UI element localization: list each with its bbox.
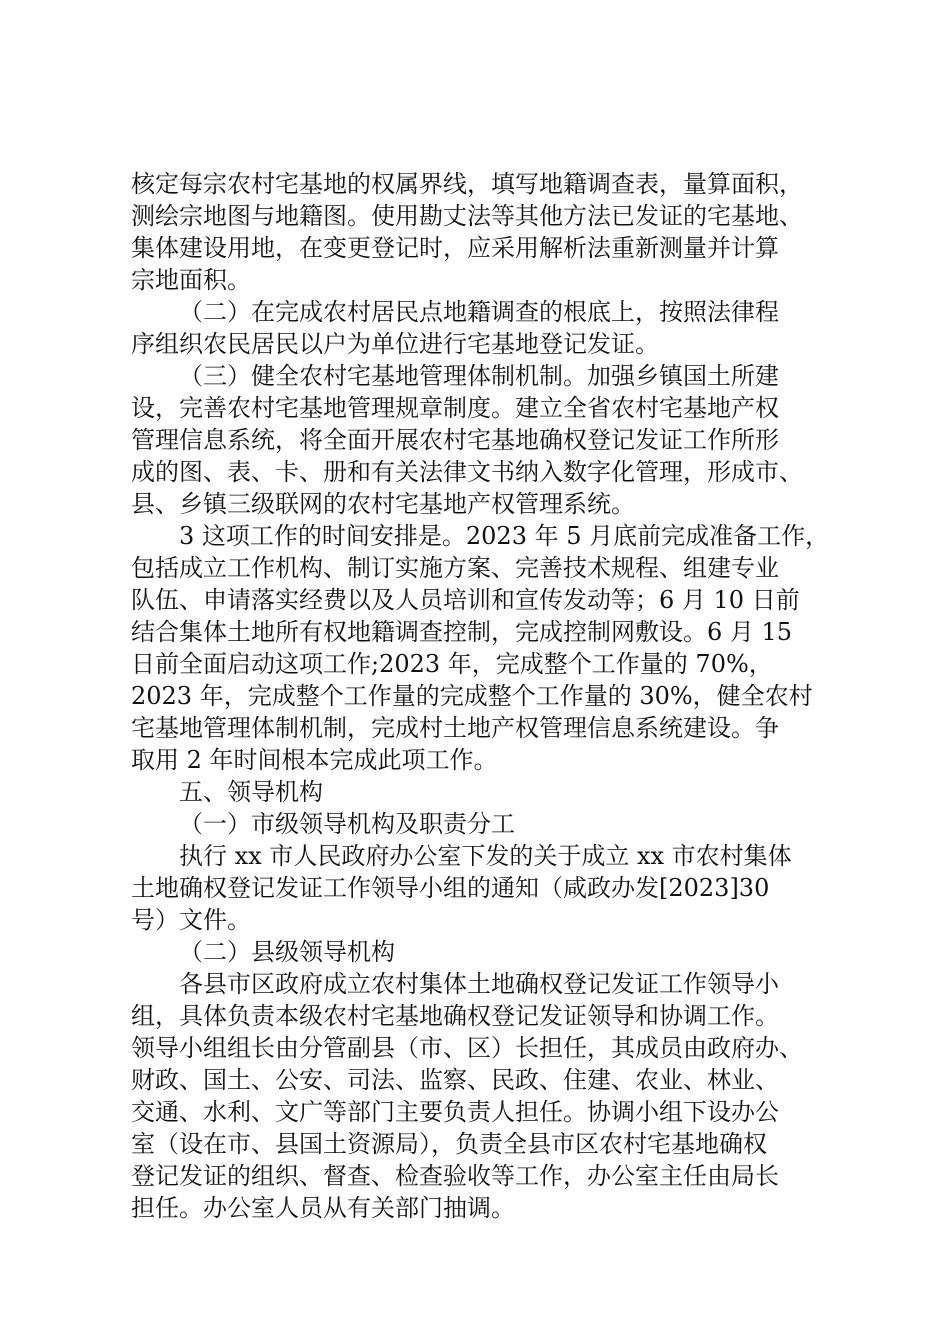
paragraph-county-leadership: 各县市区政府成立农村集体土地确权登记发证工作领导小 组，具体负责本级农村宅基地确权登记发证领导和协调工作。 领导小组组长由分管副县（市、区）长担任，其成员由政府办、 财政、国土、公安、司法、监察、民政、住建、农业、林业、 交通、水利、文广等部门主要负责人担任。协调小组下设办公 室（设在市、县国土资源局），负责全县市区农村宅基地确权 登记发证的组织、督查、检查验收等工作，办公室主任由局长 担任。办公室人员从有关部门抽调。 [131, 970, 803, 1222]
paragraph-section-3: （三）健全农村宅基地管理体制机制。加强乡镇国土所建 设，完善农村宅基地管理规章制度。建立全省农村宅基地产权 管理信息系统，将全面开展农村宅基地确权登记发证工作所形 成的图、表、卡、册和有关法律文书纳入数字化管理，形成市、 县、乡镇三级联网的农村宅基地产权管理系统。 [131, 362, 803, 518]
subheading-county-leadership: （二）县级领导机构 [179, 938, 395, 966]
paragraph-section-2: （二）在完成农村居民点地籍调查的根底上，按照法律程 序组织农民居民以户为单位进行宅基地登记发证。 [131, 298, 779, 358]
subheading-city-leadership: （一）市级领导机构及职责分工 [179, 810, 515, 838]
document-body [131, 168, 831, 1224]
paragraph-schedule: 3 这项工作的时间安排是。2023 年 5 月底前完成准备工作， 包括成立工作机构、制订实施方案、完善技术规程、组建专业 队伍、申请落实经费以及人员培训和宣传发动等；6 月 10 日前 结合集体土地所有权地籍调查控制，完成控制网敷设。6 月 15 日前全面启动这项工作;2023 年，完成整个工作量的 70%， 2023 年，完成整个工作量的完成整个工作量的 30%，健全农村 宅基地管理体制机制，完成村土地产权管理信息系统建设。争 取用 2 年时间根本完成此项工作。 [131, 522, 830, 774]
heading-leadership: 五、领导机构 [179, 778, 323, 806]
paragraph-continuation: 核定每宗农村宅基地的权属界线，填写地籍调查表，量算面积， 测绘宗地图与地籍图。使用勘丈法等其他方法已发证的宅基地、 集体建设用地，在变更登记时，应采用解析法重新测量并计算 宗地面积。 [131, 170, 803, 294]
paragraph-city-leadership: 执行 xx 市人民政府办公室下发的关于成立 xx 市农村集体 土地确权登记发证工作领导小组的通知（咸政办发[2023]30 号）文件。 [131, 842, 792, 934]
